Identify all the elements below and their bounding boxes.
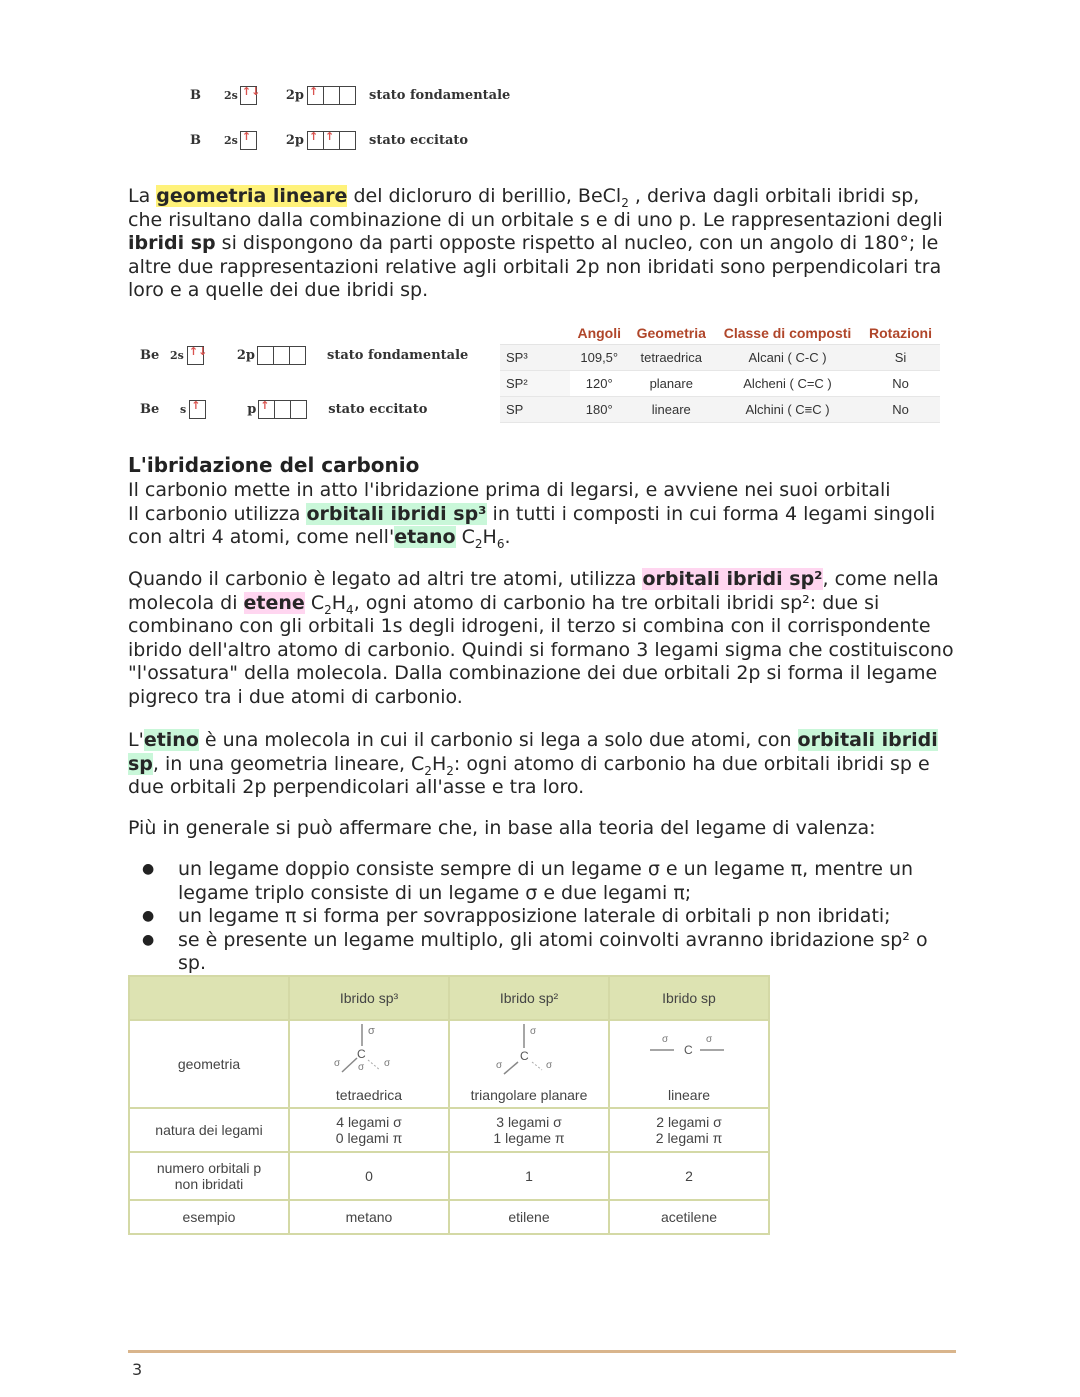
table-cell: SP³ — [500, 345, 570, 371]
orbital-label: p — [247, 402, 257, 417]
label-line: non ibridati — [174, 1176, 244, 1192]
bond-count: 0 legami π — [335, 1130, 403, 1146]
sigma-label: σ — [706, 1034, 713, 1045]
text-line: Il carbonio mette in atto l'ibridazione prima di legarsi, e avviene nei suoi orbitali — [128, 479, 891, 501]
table-cell: tetraedrica — [628, 345, 714, 371]
element-symbol: Be — [140, 402, 160, 417]
table-cell: etilene — [449, 1200, 609, 1234]
subscript: 2 — [474, 536, 483, 551]
text: è una molecola in cui il carbonio si lega a solo due atomi, con — [198, 729, 798, 751]
sp-diagram — [644, 1022, 734, 1084]
table-cell: Alcheni ( C=C ) — [714, 371, 861, 397]
text: Quando il carbonio è legato ad altri tre atomi, utilizza — [128, 568, 643, 590]
text: si dispongono da parti opposte rispetto al nucleo, con un angolo di 180°; le altre due rappresentazioni relative agli orbitali 2p non ibridati sono perpendicolari tra loro e a quelle dei due ibridi sp. — [128, 232, 942, 302]
text: , deriva dagli orbitali ibridi sp, che risultano dalla combinazione di un orbitale s e di uno p. Le rappresentazioni degli — [128, 185, 943, 231]
etino-paragraph — [128, 729, 958, 800]
orbital-box — [274, 400, 291, 419]
page-number: 3 — [132, 1360, 143, 1379]
spin-arrow: ↑ — [309, 85, 319, 98]
geometry-cell-sp3 — [289, 1020, 449, 1108]
table-cell: Si — [861, 345, 940, 371]
bond-count: 1 legame π — [493, 1130, 565, 1146]
table-cell: 0 — [289, 1152, 449, 1200]
table-cell: 180° — [570, 397, 628, 423]
element-symbol: B — [190, 88, 201, 103]
text: L' — [128, 729, 144, 751]
sigma-label: σ — [384, 1058, 391, 1069]
table-cell: No — [861, 397, 940, 423]
section-heading: L'ibridazione del carbonio — [128, 453, 420, 477]
list-item: ● un legame π si forma per sovrapposizione laterale di orbitali p non ibridati; — [140, 905, 960, 929]
table-row — [500, 371, 940, 397]
orbital-box — [323, 86, 340, 105]
hybridization-summary-table — [500, 322, 940, 423]
orbital-box — [307, 86, 324, 105]
beryllium-ground-state-diagram — [140, 346, 468, 365]
highlight-etano: etano — [394, 526, 456, 549]
subscript: 6 — [496, 536, 505, 551]
text: H — [331, 591, 347, 614]
bond-count: 2 legami π — [655, 1130, 723, 1146]
table-cell: acetilene — [609, 1200, 769, 1234]
table-cell: SP — [500, 397, 570, 423]
orbital-box — [307, 131, 324, 150]
table-cell: Alcani ( C-C ) — [714, 345, 861, 371]
table-cell: No — [861, 371, 940, 397]
table-cell: metano — [289, 1200, 449, 1234]
table-row — [129, 1152, 769, 1200]
spin-arrow: ↑ — [260, 399, 270, 412]
table-row — [129, 1200, 769, 1234]
table-cell: lineare — [628, 397, 714, 423]
highlight-etene: etene — [243, 591, 305, 614]
table-header: Ibrido sp — [609, 976, 769, 1020]
carbon-label: C — [357, 1047, 366, 1061]
boron-excited-state-diagram — [190, 131, 468, 150]
text: La — [128, 185, 157, 207]
text: in tutti i composti in cui forma 4 legami singoli con altri 4 atomi, come nell' — [128, 502, 936, 549]
sigma-label: σ — [496, 1060, 503, 1071]
text: , ogni atomo di carbonio ha tre orbitali ibridi sp²: due si combinano con gli orbitali 1s degli idrogeni, il terzo si combina con il corrispondente ibrido dell'altro atomo di carbonio. Quindi si formano 3 legami sigma che costituiscono "l'ossatura" della molecola. Dalla combinazione dei due orbitali 2p si forma il legame pigreco tra i due atomi di carbonio. — [128, 591, 954, 708]
beryllium-paragraph — [128, 185, 958, 303]
sigma-label: σ — [530, 1026, 537, 1037]
bond-count: 2 legami σ — [656, 1114, 722, 1130]
bold-text: ibridi sp — [128, 232, 216, 255]
highlight-sp: orbitali ibridi sp — [128, 729, 938, 775]
text: . — [504, 526, 511, 549]
bullet-list — [140, 858, 960, 976]
orbital-label: 2s — [224, 89, 238, 102]
geometry-name: lineare — [667, 1087, 711, 1103]
orbital-box — [258, 400, 275, 419]
table-row — [500, 397, 940, 423]
text: del dicloruro di berillio, BeCl — [347, 185, 622, 207]
row-label — [129, 1152, 289, 1200]
orbital-box — [323, 131, 340, 150]
table-row — [500, 345, 940, 371]
table-cell: 2 — [609, 1152, 769, 1200]
element-symbol: B — [190, 133, 201, 148]
orbital-box — [240, 85, 261, 105]
text-block — [128, 503, 958, 550]
orbital-box — [240, 131, 257, 150]
orbital-box — [273, 346, 290, 365]
table-header: Ibrido sp² — [449, 976, 609, 1020]
etene-paragraph — [128, 568, 958, 710]
sigma-label: σ — [358, 1062, 365, 1073]
text: C — [455, 526, 475, 549]
row-label: esempio — [129, 1200, 289, 1234]
sp2-diagram — [484, 1022, 574, 1084]
text: H — [431, 752, 447, 775]
orbital-box — [290, 400, 307, 419]
row-label: geometria — [129, 1020, 289, 1108]
state-label: stato fondamentale — [369, 88, 511, 103]
spin-arrow: ↑ — [241, 130, 252, 143]
orbital-box — [257, 346, 274, 365]
carbon-label: C — [520, 1049, 529, 1063]
sp3-diagram — [324, 1022, 414, 1084]
text: C — [304, 591, 325, 614]
footer-divider — [128, 1350, 956, 1353]
carbon-label: C — [684, 1043, 693, 1057]
table-cell: SP² — [500, 371, 570, 397]
spin-arrow: ↑↓ — [188, 345, 208, 358]
orbital-box — [187, 345, 208, 365]
table-row — [129, 1108, 769, 1152]
orbital-label: s — [180, 403, 187, 416]
row-label: natura dei legami — [129, 1108, 289, 1152]
orbital-box — [289, 346, 306, 365]
subscript: 2 — [424, 763, 432, 778]
table-cell: Alchini ( C≡C ) — [714, 397, 861, 423]
sigma-label: σ — [368, 1025, 375, 1037]
highlight-sp2: orbitali ibridi sp² — [642, 568, 823, 590]
table-cell: 120° — [570, 371, 628, 397]
bond-count: 3 legami σ — [496, 1114, 562, 1130]
table-cell: 1 — [449, 1152, 609, 1200]
subscript: 2 — [621, 195, 629, 210]
subscript: 2 — [324, 602, 332, 617]
geometry-cell-sp2 — [449, 1020, 609, 1108]
table-header: Ibrido sp³ — [289, 976, 449, 1020]
table-header: Classe di composti — [714, 322, 861, 345]
orbital-box — [189, 400, 206, 419]
text: Il carbonio utilizza — [128, 502, 307, 525]
highlight-geometria-lineare: geometria lineare — [156, 185, 348, 207]
text: , in una geometria lineare, C — [152, 752, 425, 775]
table-header: Rotazioni — [861, 322, 940, 345]
spin-arrow: ↑ — [191, 399, 201, 412]
list-item: ● un legame doppio consiste sempre di un legame σ e un legame π, mentre un legame triplo consiste di un legame σ e due legami π; — [140, 858, 960, 905]
text: : ogni atomo di carbonio ha due orbitali ibridi sp e due orbitali 2p perpendicolari all'asse e tra loro. — [128, 752, 930, 799]
table-header-row — [500, 322, 940, 345]
label-line: numero orbitali p — [156, 1160, 262, 1176]
boron-ground-state-diagram — [190, 86, 510, 105]
table-cell: 109,5° — [570, 345, 628, 371]
text: H — [482, 526, 497, 549]
orbital-label: 2s — [170, 349, 184, 362]
table-cell — [449, 1108, 609, 1152]
spin-arrow: ↑ — [325, 130, 335, 143]
table-header: Angoli — [570, 322, 628, 345]
table-row — [129, 1020, 769, 1108]
orbital-label: 2p — [285, 88, 304, 103]
bond-count: 4 legami σ — [336, 1114, 402, 1130]
table-header — [500, 322, 570, 345]
geometry-name: tetraedrica — [335, 1087, 403, 1103]
geometry-cell-sp — [609, 1020, 769, 1108]
hybrid-comparison-table — [128, 975, 770, 1235]
geometry-name: triangolare planare — [470, 1087, 588, 1103]
orbital-label: 2p — [236, 348, 255, 363]
state-label: stato eccitato — [369, 133, 469, 148]
highlight-sp3: orbitali ibridi sp³ — [306, 502, 487, 525]
beryllium-excited-state-diagram — [140, 400, 427, 419]
sigma-label: σ — [662, 1034, 669, 1045]
sigma-label: σ — [334, 1058, 341, 1069]
table-cell: planare — [628, 371, 714, 397]
subscript: 4 — [346, 602, 354, 617]
general-paragraph: Più in generale si può affermare che, in base alla teoria del legame di valenza: — [128, 817, 876, 839]
orbital-label: 2p — [285, 133, 304, 148]
state-label: stato eccitato — [328, 402, 428, 417]
table-header — [129, 976, 289, 1020]
table-cell — [289, 1108, 449, 1152]
list-item: ● se è presente un legame multiplo, gli atomi coinvolti avranno ibridazione sp² o sp. — [140, 929, 960, 976]
spin-arrow: ↑↓ — [241, 85, 261, 98]
highlight-etino: etino — [143, 729, 199, 751]
table-header-row — [129, 976, 769, 1020]
spin-arrow: ↑ — [309, 130, 319, 143]
sigma-label: σ — [546, 1060, 553, 1071]
table-header: Geometria — [628, 322, 714, 345]
orbital-label: 2s — [224, 134, 238, 147]
orbital-box — [339, 86, 356, 105]
subscript: 2 — [446, 763, 454, 778]
state-label: stato fondamentale — [327, 348, 469, 363]
element-symbol: Be — [140, 348, 160, 363]
carbon-intro-paragraph — [128, 479, 958, 550]
text: , come nella molecola di — [128, 568, 939, 614]
table-cell — [609, 1108, 769, 1152]
orbital-box — [339, 131, 356, 150]
